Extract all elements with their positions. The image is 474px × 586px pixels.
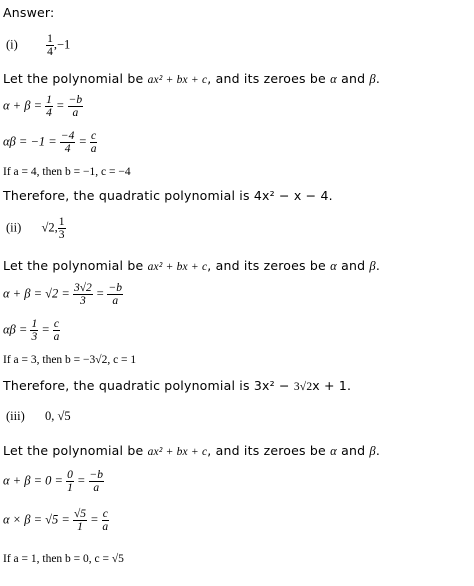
- sum-lhs: α + β =: [3, 98, 43, 113]
- therefore-text-a: Therefore, the quadratic polynomial is 3x² −: [3, 378, 290, 393]
- beta-symbol: β: [369, 259, 376, 273]
- polynomial-expr: ax² + bx + c: [147, 446, 208, 458]
- sum-fraction-1: [45, 94, 53, 119]
- and-word: and: [341, 258, 366, 273]
- alpha-symbol: α: [330, 72, 337, 86]
- part3-sum-equation: [3, 469, 104, 494]
- frac-num: 1: [31, 318, 38, 330]
- part1-root-sep: ,−1: [53, 37, 71, 52]
- beta-symbol: β: [369, 72, 376, 86]
- and-word: and: [341, 71, 366, 86]
- part1-intro: [3, 71, 380, 87]
- part3-roots: 0, √5: [45, 409, 71, 423]
- frac-num: −b: [89, 469, 104, 481]
- equals: =: [90, 512, 99, 527]
- part2-label: (ii): [6, 220, 22, 235]
- polynomial-expr: ax² + bx + c: [147, 74, 208, 86]
- frac-den: 1: [77, 521, 83, 534]
- part3-condition: If a = 1, then b = 0, c = √5: [3, 553, 124, 565]
- part2-root1: √2: [41, 220, 55, 235]
- part3-label: (iii): [6, 409, 25, 423]
- product-lhs: α × β = √5 =: [3, 512, 70, 527]
- product-fraction-2: [102, 508, 109, 533]
- part1-root1-fraction: [46, 33, 54, 58]
- product-fraction-2: [90, 130, 97, 155]
- part1-label: (i): [6, 37, 18, 52]
- period: .: [375, 258, 381, 273]
- frac-den: a: [90, 143, 97, 156]
- part3-heading: [6, 409, 71, 424]
- product-fraction-1: [30, 318, 38, 343]
- frac-num: c: [91, 130, 97, 142]
- equals: =: [41, 322, 50, 337]
- frac-num: c: [53, 318, 60, 330]
- frac-den: a: [53, 331, 60, 344]
- equals: =: [76, 473, 86, 488]
- part3-product-equation: [3, 508, 109, 533]
- therefore-root: 3√2: [293, 381, 313, 393]
- sum-fraction-2: [107, 282, 123, 307]
- frac-num: 3√2: [73, 282, 92, 294]
- product-fraction-2: [53, 318, 60, 343]
- frac-num: √5: [73, 508, 87, 520]
- part2-intro: [3, 258, 380, 274]
- root-sep: ,: [54, 220, 58, 235]
- part2-therefore: [3, 378, 351, 393]
- part2-condition: If a = 3, then b = −3√2, c = 1: [3, 354, 137, 366]
- frac-num: 1: [46, 94, 52, 106]
- sum-fraction-1: [66, 469, 74, 494]
- part2-root2-fraction: [58, 216, 66, 241]
- frac-den: 4: [64, 143, 71, 156]
- intro-text-b: , and its zeroes be: [207, 258, 326, 273]
- and-word: and: [341, 443, 366, 458]
- frac-num: −b: [108, 282, 122, 294]
- alpha-symbol: α: [330, 444, 337, 458]
- frac-num: 0: [67, 469, 73, 481]
- part1-sum-equation: [3, 94, 83, 119]
- answer-label: Answer:: [3, 5, 55, 20]
- frac-num: c: [102, 508, 108, 520]
- part1-therefore: Therefore, the quadratic polynomial is 4x² − x − 4.: [3, 188, 333, 203]
- sum-fraction-1: [73, 282, 93, 307]
- frac-den: 3: [58, 229, 65, 242]
- frac-den: 4: [46, 107, 52, 120]
- frac-num: −4: [60, 130, 75, 142]
- intro-text-b: , and its zeroes be: [207, 443, 326, 458]
- frac-num: 1: [58, 216, 65, 228]
- part1-root1-num: 1: [47, 33, 53, 45]
- frac-den: a: [102, 521, 109, 534]
- alpha-symbol: α: [330, 259, 337, 273]
- period: .: [375, 71, 381, 86]
- part2-heading: [6, 216, 66, 241]
- sum-lhs: α + β = 0 =: [3, 473, 63, 488]
- part1-product-equation: [3, 130, 97, 155]
- part3-intro: [3, 443, 380, 459]
- beta-symbol: β: [369, 444, 376, 458]
- intro-text-a: Let the polynomial be: [3, 258, 144, 273]
- period: .: [375, 443, 381, 458]
- frac-den: 3: [79, 295, 86, 308]
- part1-root1-den: 4: [47, 46, 53, 59]
- product-lhs: αβ =: [3, 322, 28, 337]
- intro-text-a: Let the polynomial be: [3, 71, 144, 86]
- sum-fraction-2: [89, 469, 105, 494]
- part1-condition: If a = 4, then b = −1, c = −4: [3, 166, 131, 178]
- frac-num: −b: [68, 94, 83, 106]
- part2-sum-equation: [3, 282, 123, 307]
- part1-heading: [6, 33, 70, 58]
- product-lhs: αβ = −1 =: [3, 134, 57, 149]
- equals: =: [78, 134, 87, 149]
- product-fraction-1: [60, 130, 76, 155]
- frac-den: 3: [31, 331, 38, 344]
- intro-text-b: , and its zeroes be: [207, 71, 326, 86]
- equals: =: [95, 286, 105, 301]
- polynomial-expr: ax² + bx + c: [147, 261, 208, 273]
- part2-product-equation: [3, 318, 60, 343]
- equals: =: [56, 98, 65, 113]
- intro-text-a: Let the polynomial be: [3, 443, 144, 458]
- frac-den: 1: [67, 482, 73, 495]
- frac-den: a: [72, 107, 79, 120]
- sum-fraction-2: [68, 94, 84, 119]
- therefore-text-b: x + 1.: [312, 378, 352, 393]
- sum-lhs: α + β = √2 =: [3, 286, 70, 301]
- frac-den: a: [112, 295, 119, 308]
- product-fraction-1: [73, 508, 87, 533]
- frac-den: a: [93, 482, 100, 495]
